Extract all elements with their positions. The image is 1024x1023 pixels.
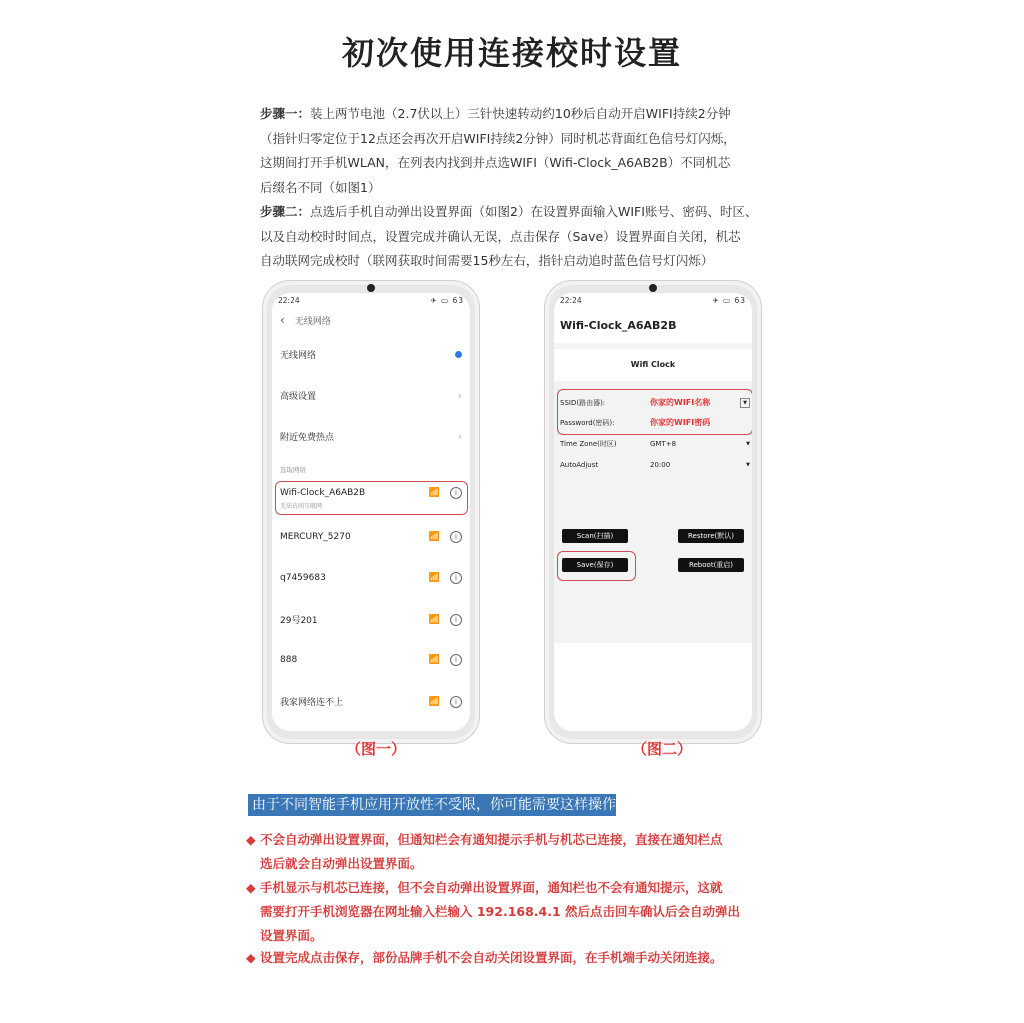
panel-heading: Wifi Clock (554, 349, 752, 381)
notice-banner: 由于不同智能手机应用开放性不受限，你可能需要这样操作 (248, 794, 616, 816)
step1-line-2: （指针归零定位于12点还会再次开启WIFI持续2分钟）同时机芯背面红色信号灯闪烁， (260, 130, 736, 146)
phone-2-screen (554, 293, 752, 731)
wifi-icon: 📶 (428, 696, 440, 707)
camera-icon (649, 284, 657, 292)
network-row[interactable]: 888 📶 i (280, 654, 462, 666)
info-icon[interactable]: i (450, 614, 462, 626)
network-row[interactable]: q7459683 📶 i (280, 572, 462, 584)
autoadjust-row[interactable]: AutoAdjust 20:00 ▼ (560, 461, 750, 469)
step1-line-1: 步骤一：装上两节电池（2.7伏以上）三针快速转动约10秒后自动开启WIFI持续2分钟 (260, 106, 731, 121)
restore-button[interactable]: Restore(默认) (678, 529, 744, 543)
header-title: 无线网络 (294, 316, 331, 327)
dropdown-icon[interactable]: ▼ (740, 398, 750, 408)
info-icon[interactable]: i (450, 572, 462, 584)
setup-page-title: Wifi-Clock_A6AB2B (560, 319, 677, 332)
section-label: 选取网络 (280, 466, 306, 474)
save-button[interactable]: Save(保存) (562, 558, 628, 572)
info-icon[interactable]: i (450, 696, 462, 708)
info-icon[interactable]: i (450, 654, 462, 666)
wlan-toggle-row[interactable]: 无线网络 (280, 348, 462, 361)
wifi-icon: 📶 (428, 488, 440, 498)
info-icon[interactable]: i (450, 487, 462, 499)
status-bar (554, 293, 752, 307)
wifi-icon: 📶 (428, 573, 440, 583)
network-row[interactable]: MERCURY_5270 📶 i (280, 531, 462, 543)
caption-figure-1: （图一） (346, 740, 407, 758)
wlan-on-dot-icon (455, 351, 462, 358)
timezone-row[interactable]: Time Zone(时区) GMT+8 ▼ (560, 440, 750, 448)
camera-icon (367, 284, 375, 292)
step2-line-1: 步骤二：点选后手机自动弹出设置界面（如图2）在设置界面输入WIFI账号、密码、时区、 (260, 204, 758, 219)
bullet-1: ◆ 不会自动弹出设置界面，但通知栏会有通知提示手机与机芯已连接，直接在通知栏点 选后就会自动弹出设置界面。 (246, 832, 723, 871)
setup-form-area (554, 343, 752, 643)
step1-line-3: 这期间打开手机WLAN，在列表内找到并点选WIFI（Wifi-Clock_A6AB2B）不同机芯 (260, 155, 731, 170)
bullet-3: ◆ 设置完成点击保存，部份品牌手机不会自动关闭设置界面，在手机端手动关闭连接。 (246, 950, 723, 965)
step2-line-3: 自动联网完成校时（联网获取时间需要15秒左右，指针启动追时蓝色信号灯闪烁） (260, 253, 714, 268)
steps-text (260, 102, 800, 274)
wifi-icon: 📶 (428, 655, 440, 665)
info-icon[interactable]: i (450, 531, 462, 543)
password-row: Password(密码): 你家的WIFI密码 (560, 417, 750, 428)
back-chevron-icon[interactable]: ‹ (280, 313, 285, 327)
network-row[interactable]: 29号201 📶 i (280, 613, 462, 626)
password-input[interactable]: 你家的WIFI密码 (650, 418, 711, 427)
status-bar (272, 293, 470, 307)
dropdown-caret-icon: ▼ (746, 441, 750, 447)
ssid-input[interactable]: 你家的WIFI名称 (650, 398, 711, 407)
advanced-settings-row[interactable]: 高级设置 › (280, 389, 462, 402)
bullet-2: ◆ 手机显示与机芯已连接，但不会自动弹出设置界面，通知栏也不会有通知提示，这就 需要打开手机浏览器在网址输入栏输入 192.168.4.1 然后点击回车确认后会自动弹出 设置界面。 (246, 880, 741, 943)
step1-label: 步骤一： (260, 106, 311, 121)
ssid-row: SSID(路由器): 你家的WIFI名称 ▼ (560, 397, 750, 408)
step2-line-2: 以及自动校时时间点，设置完成并确认无误，点击保存（Save）设置界面自关闭，机芯 (260, 228, 741, 244)
reboot-button[interactable]: Reboot(重启) (678, 558, 744, 572)
wifi-icon: 📶 (428, 532, 440, 542)
status-icons: ✈ ▭ 63 (712, 295, 746, 305)
scan-button[interactable]: Scan(扫描) (562, 529, 628, 543)
network-row-wifi-clock[interactable]: Wifi-Clock_A6AB2B 📶 i (280, 487, 462, 499)
chevron-right-icon: › (457, 389, 462, 402)
phone-1-mockup (262, 280, 480, 744)
step2-label: 步骤二： (260, 204, 311, 219)
step1-line-4: 后缀名不同（如图1） (260, 179, 381, 195)
caption-figure-2: （图二） (632, 740, 693, 758)
status-icons: ✈ ▭ 63 (430, 295, 464, 305)
timezone-select[interactable]: GMT+8 (650, 440, 677, 448)
free-hotspot-row[interactable]: 附近免费热点 › (280, 430, 462, 443)
status-time: 22:24 (278, 295, 300, 305)
highlight-box (557, 389, 752, 435)
network-row[interactable]: 我家网络连不上 📶 i (280, 695, 462, 708)
phone-1-screen (272, 293, 470, 731)
chevron-right-icon: › (457, 430, 462, 443)
wifi-icon: 📶 (428, 614, 440, 625)
phone-2-mockup (544, 280, 762, 744)
page-title: 初次使用连接校时设置 (341, 34, 682, 72)
dropdown-caret-icon: ▼ (746, 462, 750, 468)
autoadjust-select[interactable]: 20:00 (650, 461, 671, 469)
status-time: 22:24 (560, 295, 582, 305)
network-subtext: 无法访问互联网 (280, 503, 323, 510)
wlan-header (272, 307, 470, 333)
